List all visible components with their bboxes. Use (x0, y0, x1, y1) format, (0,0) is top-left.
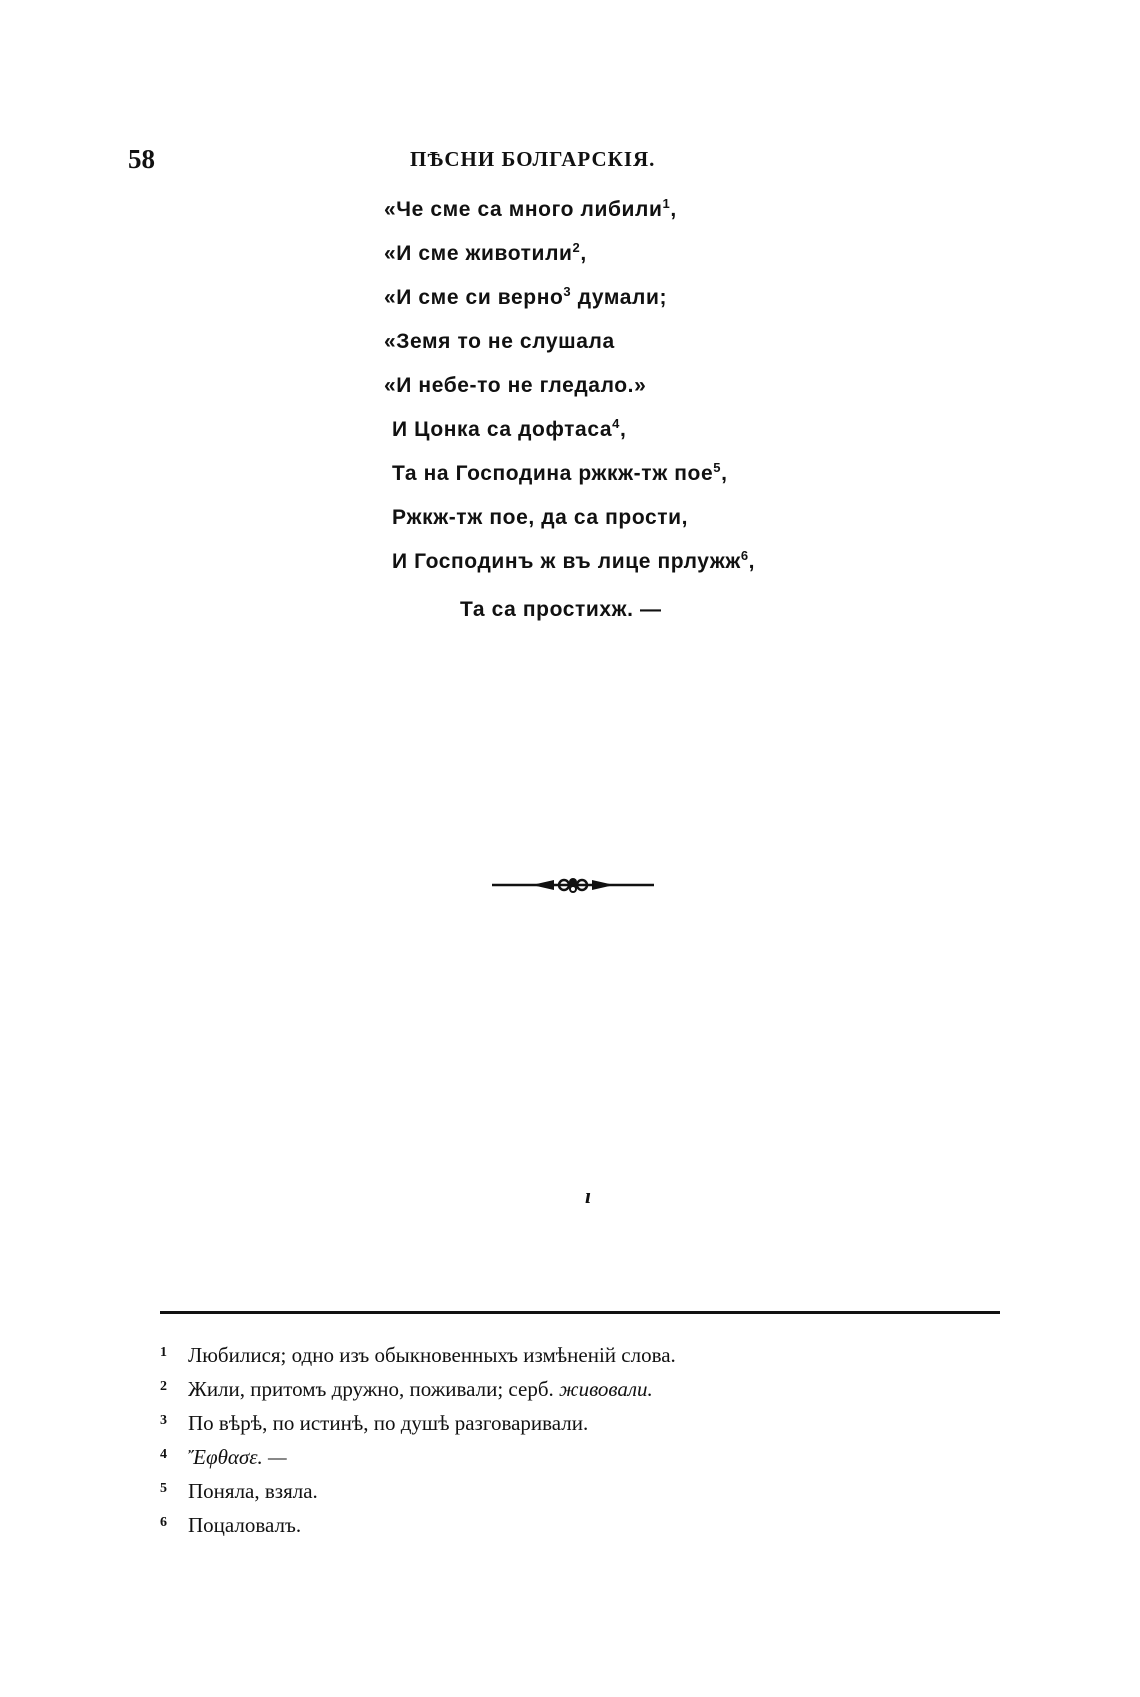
verse-text: И Цонка са дофтаса (392, 418, 613, 441)
verse-line (392, 506, 688, 530)
verse-line (384, 286, 667, 310)
verse-tail: , (721, 462, 728, 485)
stray-mark: ı (585, 1183, 592, 1208)
verse-text: «И небе-то не гледало.» (384, 374, 647, 397)
verse-tail: , (748, 550, 756, 573)
verse-text: И Господинъ ж въ лице прлужж (392, 550, 741, 573)
footnote-marker: 1 (160, 1345, 167, 1360)
footnote-text: Любилися; одно изъ обыкновенныхъ измѣненій слова. (188, 1343, 676, 1367)
page-number: 58 (128, 144, 155, 174)
footnote (160, 1377, 653, 1402)
verse-tail: , (620, 418, 627, 441)
verse-text: «Че сме са много либили (384, 198, 663, 221)
footnote (160, 1411, 588, 1436)
footnote-marker: 3 (160, 1413, 167, 1428)
footnote-text: Жили, притомъ дружно, поживали; серб. (188, 1377, 560, 1401)
verse-line (460, 598, 662, 622)
ornament-divider (492, 870, 654, 900)
verse-line (384, 242, 587, 266)
footnote-italic: Ἔφθασε. — (188, 1445, 287, 1469)
verse-line (392, 550, 755, 574)
verse-tail: , (670, 198, 677, 221)
footnote-marker: 6 (160, 1515, 167, 1530)
verse-text: Ржкж-тж пое, да са прости, (392, 506, 689, 529)
footnote-marker: 4 (160, 1447, 167, 1462)
verse-line (384, 374, 646, 398)
footnote-marker: 2 (160, 1379, 167, 1394)
note-ref: 4 (612, 416, 620, 431)
verse-line (384, 330, 615, 354)
footnote (160, 1343, 676, 1368)
verse-text: «И сме си верно (384, 286, 564, 309)
note-ref: 5 (713, 460, 722, 475)
footnote (160, 1479, 318, 1504)
verse-line (392, 418, 626, 442)
footnote-text: По вѣрѣ, по истинѣ, по душѣ разговаривали. (188, 1411, 589, 1435)
note-ref: 6 (740, 548, 749, 563)
verse-line (384, 198, 677, 222)
footnote-marker: 5 (160, 1481, 167, 1496)
footnote (160, 1513, 301, 1538)
footnote-rule (160, 1311, 1000, 1314)
running-head: ПѢСНИ БОЛГАРСКІЯ. (410, 147, 656, 171)
verse-line (392, 462, 728, 486)
verse-tail: , (580, 242, 587, 265)
verse-text: «И сме животили (384, 242, 573, 265)
verse-text: Та са простихж. — (460, 598, 662, 621)
verse-tail: думали; (571, 286, 668, 309)
note-ref: 3 (563, 284, 572, 299)
footnote (160, 1445, 287, 1470)
footnote-text: Поцаловалъ. (188, 1513, 302, 1537)
verse-text: «Земя то не слушала (384, 330, 615, 353)
footnote-italic: живовали. (559, 1377, 653, 1401)
verse-text: Та на Господина ржкж-тж пое (392, 462, 714, 485)
footnote-text: Поняла, взяла. (188, 1479, 318, 1503)
note-ref: 2 (572, 240, 581, 255)
note-ref: 1 (662, 196, 671, 211)
